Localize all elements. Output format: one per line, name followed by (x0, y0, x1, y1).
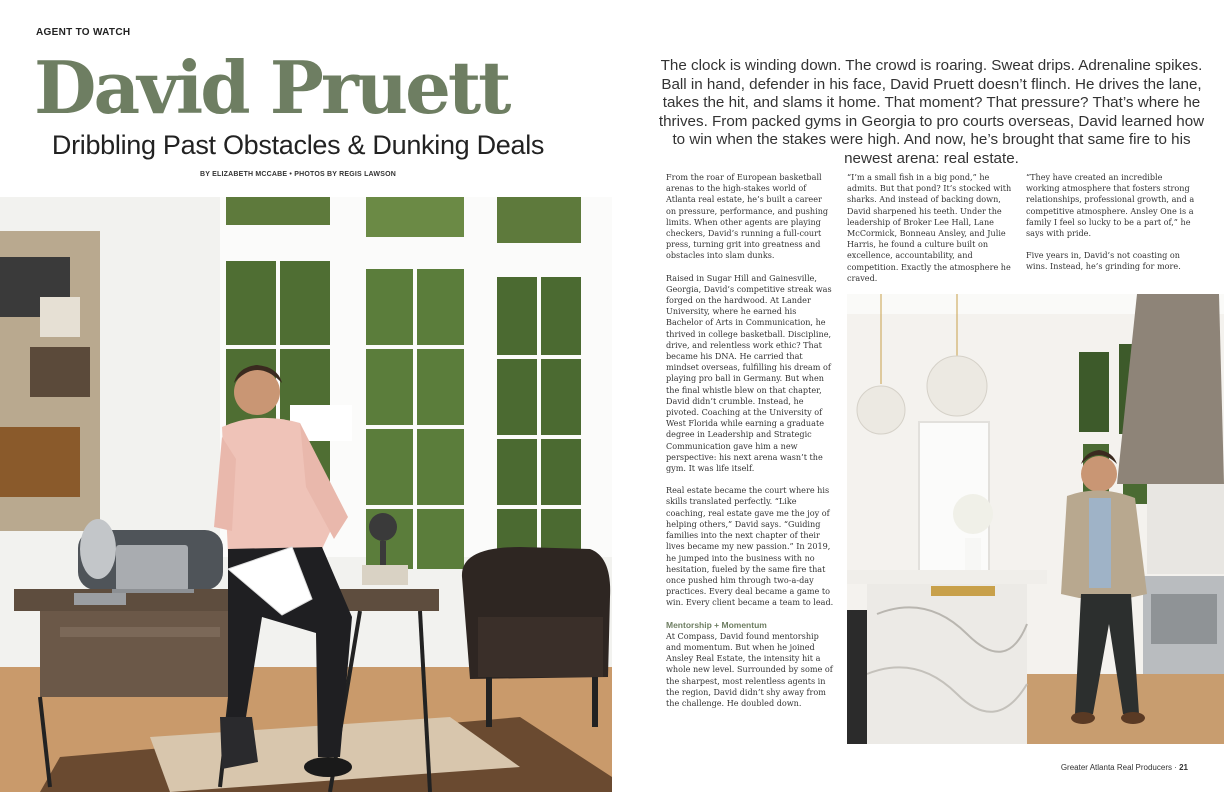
article-column-2 (847, 172, 1013, 295)
paragraph: Raised in Sugar Hill and Gainesville, Georgia, David’s competitive streak was forged on the hardwood. At Lander University, where he earned his Bachelor of Arts in Communication, he thrived in college basketball. Discipline, drive, and relentless work ethic? That became his DNA. He carried that mindset overseas, fulfilling his dream of playing pro ball in Germany. But when the final whistle blew on that chapter, David didn’t crumble. Instead, he pivoted. Coaching at the University of West Florida while earning a graduate degree in Leadership and Strategic Communication gave him a new perspective: his next arena wasn’t the gym. It was life itself. (666, 272, 832, 474)
kitchen-portrait-illustration (847, 294, 1224, 744)
intro-paragraph: The clock is winding down. The crowd is roaring. Sweat drips. Adrenaline spikes. Ball in hand, defender in his face, David Pruett doesn’t flinch. He drives the lane, takes the hit, and slams it home. That moment? That pressure? That’s where he thrives. From packed gyms in Georgia to pro courts overseas, David learned how to win when the stakes were high. And now, he’s brought that same fire to his newest arena: real estate. (658, 57, 1205, 167)
headline: David Pruett (34, 45, 509, 130)
page-number: 21 (1179, 763, 1188, 772)
page-footer (1000, 763, 1188, 772)
section-label: AGENT TO WATCH (36, 27, 131, 38)
article-column-3 (1026, 172, 1196, 284)
paragraph: At Compass, David found mentorship and momentum. But when he joined Ansley Real Estate, the intensity hit a whole new level. Surrounded by some of the sharpest, most relentless agents in the region, David didn’t shy away from the challenge. He doubled down. (666, 630, 833, 708)
footer-separator: · (1171, 763, 1180, 772)
paragraph: From the roar of European basketball arenas to the high-stakes world of Atlanta real estate, he’s built a career on pressure, performance, and pushing limits. When other agents are playing checkers, David’s running a full-court press, turning grit into greatness and obstacles into slam dunks. (666, 172, 829, 261)
section-subheading: Mentorship + Momentum (666, 619, 767, 630)
article-column-1 (666, 172, 834, 720)
subheadline: Dribbling Past Obstacles & Dunking Deals (51, 130, 545, 160)
byline: BY ELIZABETH MCCABE • PHOTOS BY REGIS LAWSON (200, 171, 396, 178)
office-portrait-illustration (0, 197, 612, 792)
paragraph: Five years in, David’s not coasting on wins. Instead, he’s grinding for more. (1026, 250, 1181, 272)
publication-name: Greater Atlanta Real Producers (1060, 763, 1172, 772)
office-portrait-photo (0, 197, 612, 792)
paragraph: “I’m a small fish in a big pond,” he admits. But that pond? It’s stocked with sharks. And instead of backing down, David sharpened his teeth. Under the leadership of Broker Lee Hall, Lane McCormick, Bonneau Ansley, and Julie Harris, he found a culture built on excellence, accountability, and competition. Exactly the atmosphere he craved. (847, 172, 1012, 283)
paragraph: “They have created an incredible working atmosphere that fosters strong relationships, professional growth, and a competitive atmosphere. Ansley One is a family I feel so lucky to be a part of,” he says with pride. (1026, 172, 1195, 239)
kitchen-portrait-photo (847, 294, 1224, 744)
paragraph: Real estate became the court where his skills translated perfectly. “Like coaching, real estate gave me the joy of helping others,” David says. “Guiding families into the next chapter of their lives became my new passion.” In 2019, he jumped into the business with no hesitation, fueled by the same fire that once pushed him through two-a-day practices. Every deal became a game to win. Every client became a team to lead. (666, 485, 834, 608)
